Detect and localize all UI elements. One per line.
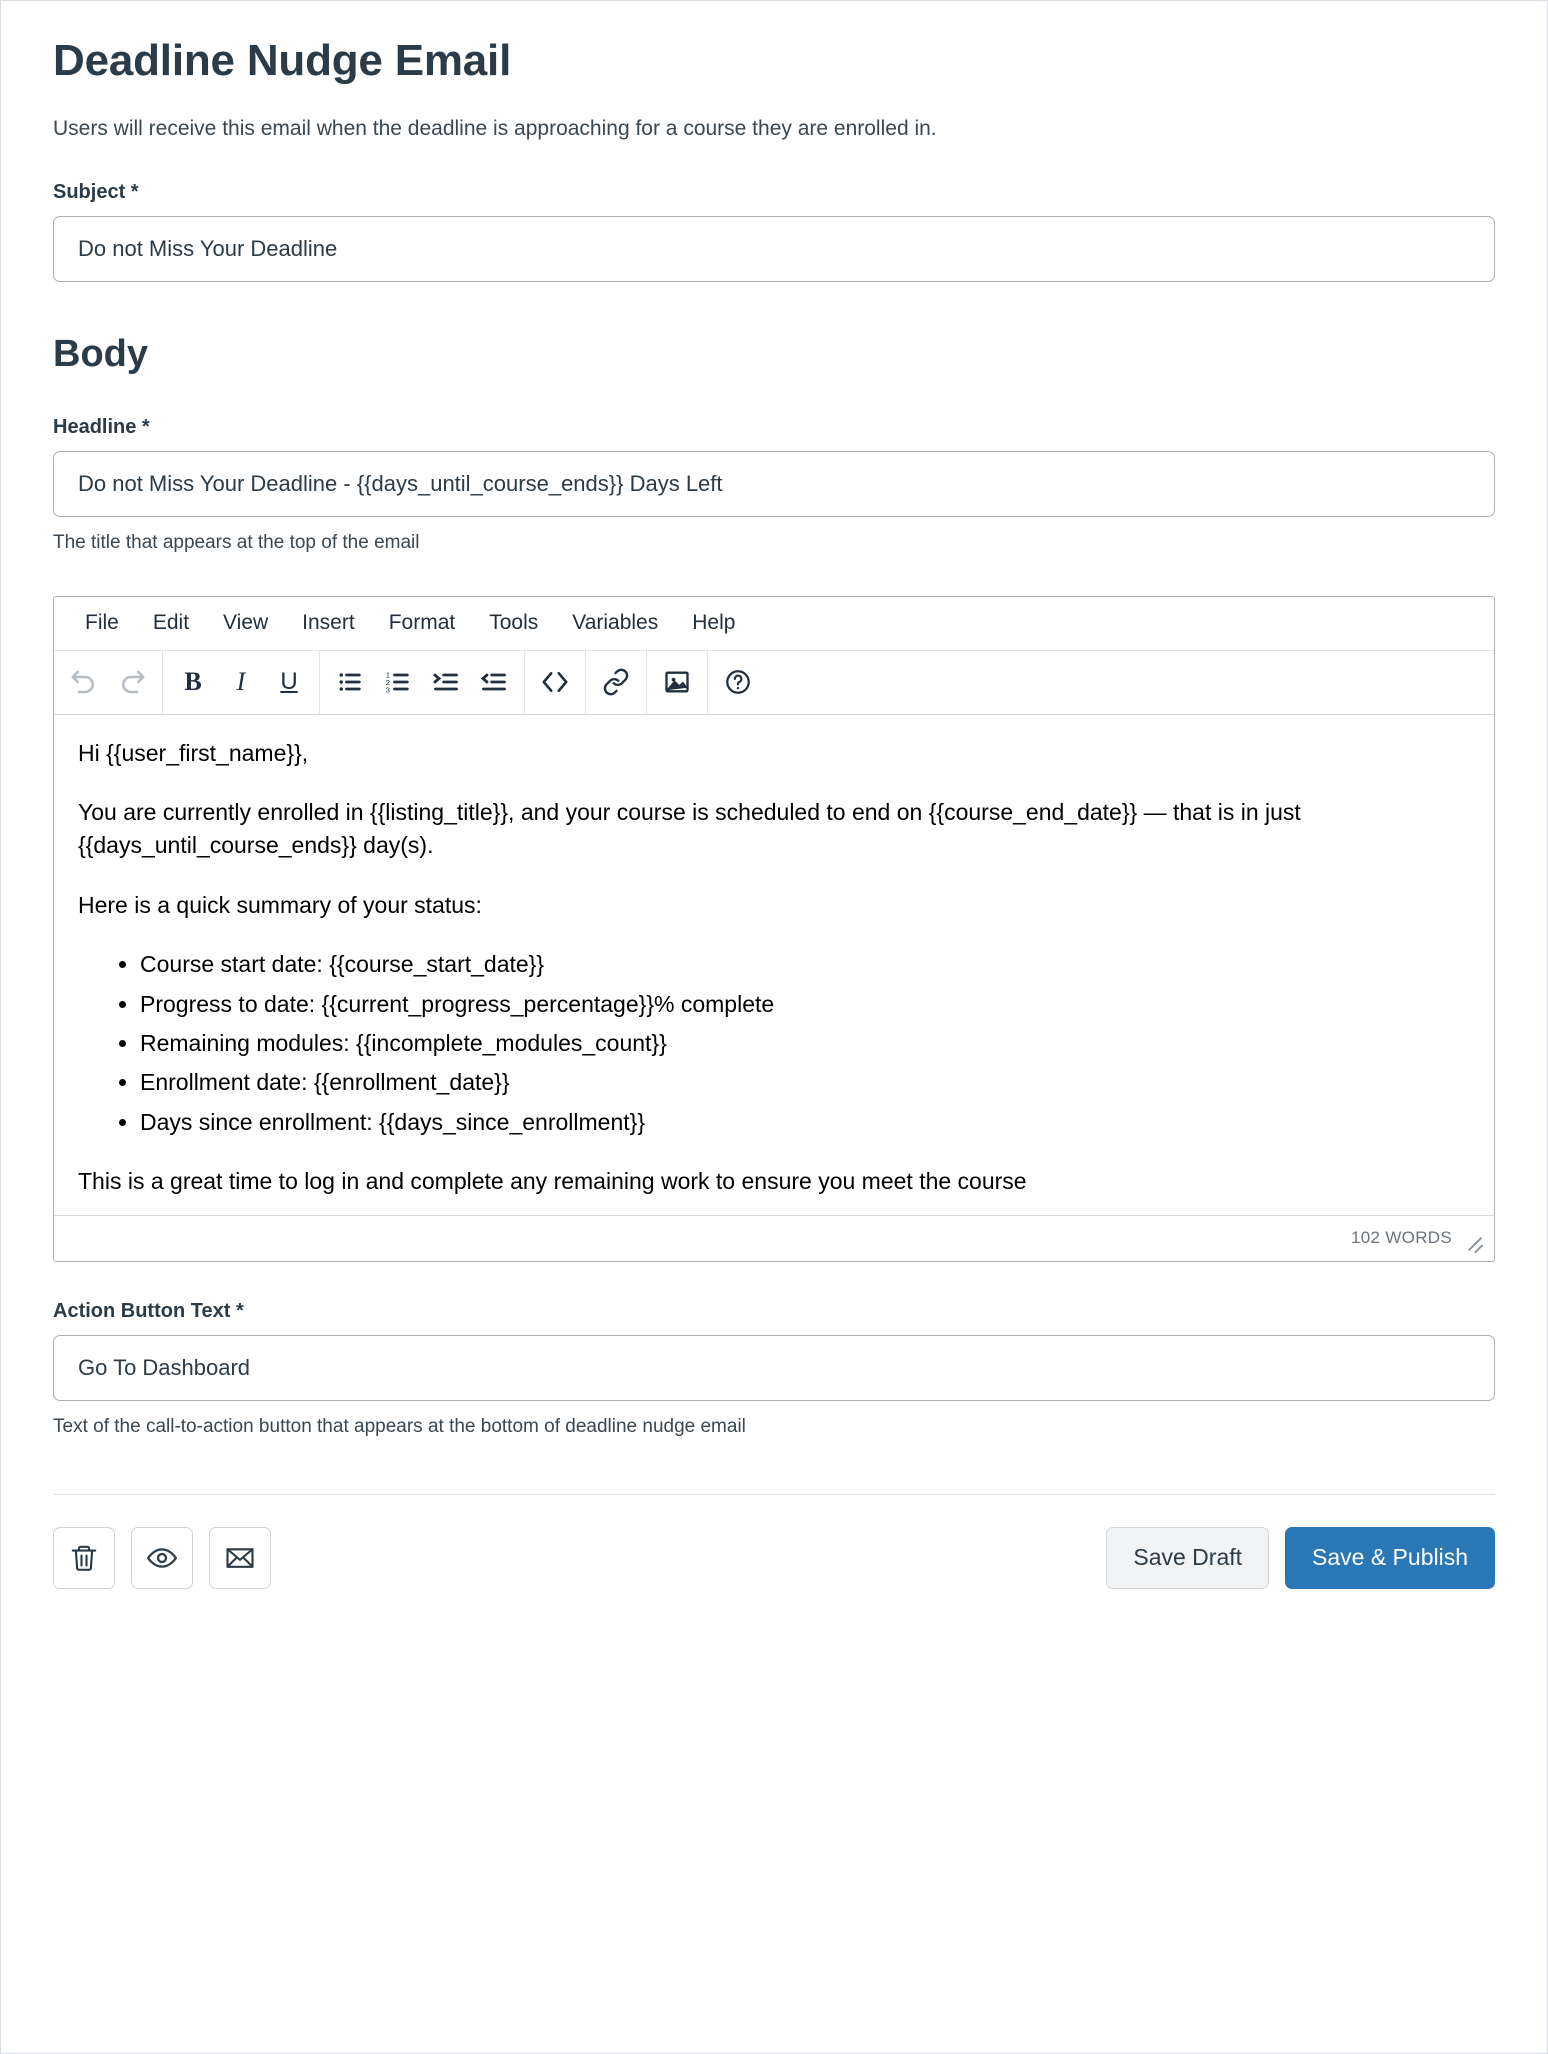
editor-status-list <box>78 948 1470 1139</box>
italic-icon[interactable]: I <box>236 667 246 697</box>
toolbar-group-link <box>586 651 647 714</box>
save-publish-button[interactable]: Save & Publish <box>1285 1527 1495 1589</box>
toolbar-group-text-style <box>163 651 320 714</box>
bullet-list-icon[interactable] <box>326 658 374 706</box>
list-item: • Course start date: {{course_start_date}} <box>140 948 1470 981</box>
headline-label: Headline * <box>53 415 150 438</box>
help-icon[interactable] <box>714 658 762 706</box>
subject-label: Subject * <box>53 181 139 204</box>
link-icon[interactable] <box>592 658 640 706</box>
increase-indent-icon[interactable] <box>422 658 470 706</box>
body-section-heading: Body <box>53 333 148 376</box>
underline-icon[interactable]: U <box>280 668 298 696</box>
editor-paragraph-2: Here is a quick summary of your status: <box>78 891 482 918</box>
page-title: Deadline Nudge Email <box>53 36 512 85</box>
decrease-indent-icon[interactable] <box>470 658 518 706</box>
action-button-label: Action Button Text * <box>53 1299 244 1322</box>
menu-insert[interactable]: Insert <box>302 611 355 635</box>
word-count: 102 WORDS <box>1351 1228 1452 1248</box>
menu-format[interactable]: Format <box>388 611 456 635</box>
editor-content-area[interactable] <box>54 715 1494 1215</box>
toolbar-group-image <box>647 651 708 714</box>
menu-tools[interactable]: Tools <box>489 611 539 635</box>
editor-paragraph-1: You are currently enrolled in {{listing_title}}, and your course is scheduled to end on {{course_end_date}} — that is in just {{days_until_course_ends}} day(s). <box>78 799 1301 859</box>
footer-button-group <box>1106 1527 1495 1589</box>
footer-action-bar <box>53 1495 1495 1625</box>
toolbar-group-history <box>54 651 163 714</box>
list-item: • Enrollment date: {{enrollment_date}} <box>140 1066 1470 1099</box>
menu-view[interactable]: View <box>223 611 269 635</box>
editor-menu-bar <box>54 597 1494 651</box>
headline-help-text: The title that appears at the top of the email <box>53 531 420 553</box>
menu-variables[interactable]: Variables <box>572 611 659 635</box>
svg-text:1: 1 <box>385 670 390 680</box>
svg-text:3: 3 <box>385 685 390 695</box>
bold-icon[interactable]: B <box>184 667 202 697</box>
action-button-help-text: Text of the call-to-action button that appears at the bottom of deadline nudge email <box>53 1415 746 1437</box>
footer-icon-group <box>53 1527 271 1589</box>
list-item: • Days since enrollment: {{days_since_enrollment}} <box>140 1106 1470 1139</box>
svg-text:2: 2 <box>385 678 390 688</box>
headline-input[interactable]: Do not Miss Your Deadline - {{days_until_course_ends}} Days Left <box>53 451 1495 517</box>
save-draft-button[interactable]: Save Draft <box>1106 1527 1269 1589</box>
menu-edit[interactable]: Edit <box>152 611 190 635</box>
editor-paragraph-3: This is a great time to log in and complete any remaining work to ensure you meet the course <box>78 1167 1027 1194</box>
page-description: Users will receive this email when the deadline is approaching for a course they are enrolled in. <box>53 116 937 140</box>
editor-resize-handle[interactable] <box>1462 1227 1484 1249</box>
envelope-icon[interactable] <box>209 1527 271 1589</box>
subject-input[interactable]: Do not Miss Your Deadline <box>53 216 1495 282</box>
list-item: • Remaining modules: {{incomplete_modules_count}} <box>140 1027 1470 1060</box>
menu-help[interactable]: Help <box>692 611 736 635</box>
editor-status-bar <box>54 1215 1494 1261</box>
subject-field-block <box>53 181 1495 282</box>
trash-icon[interactable] <box>53 1527 115 1589</box>
numbered-list-icon[interactable] <box>374 658 422 706</box>
toolbar-group-lists <box>320 651 525 714</box>
list-item: • Progress to date: {{current_progress_percentage}}% complete <box>140 988 1470 1021</box>
toolbar-group-help <box>708 651 1494 714</box>
headline-field-block <box>53 416 1495 554</box>
source-code-icon[interactable] <box>531 658 579 706</box>
rich-text-editor <box>53 596 1495 1262</box>
redo-icon[interactable] <box>108 658 156 706</box>
eye-icon[interactable] <box>131 1527 193 1589</box>
editor-greeting: Hi {{user_first_name}}, <box>78 739 309 766</box>
editor-toolbar <box>54 651 1494 715</box>
toolbar-group-code <box>525 651 586 714</box>
action-button-field-block <box>53 1300 1495 1438</box>
undo-icon[interactable] <box>60 658 108 706</box>
menu-file[interactable]: File <box>85 611 119 635</box>
action-button-text-input[interactable]: Go To Dashboard <box>53 1335 1495 1401</box>
image-icon[interactable] <box>653 658 701 706</box>
